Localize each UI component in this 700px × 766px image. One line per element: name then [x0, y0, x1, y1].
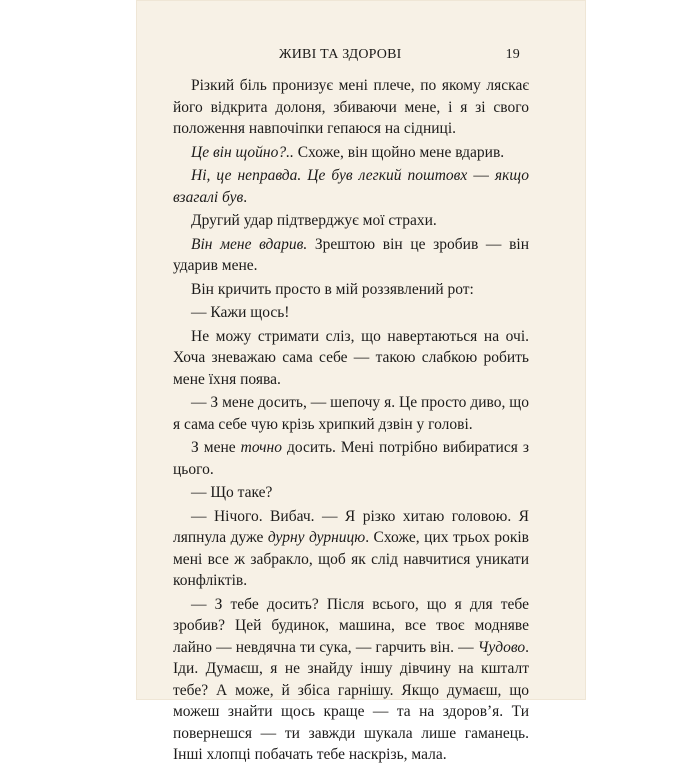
text-run: досить. Мені потрібно вибиратися з цього.: [173, 439, 529, 478]
text-run: Зрештою він це зробив — він ударив мене.: [173, 235, 529, 274]
text-run: Він кричить просто в мій роззявлений рот:: [191, 280, 474, 298]
italic-text-run: Він мене вдарив.: [191, 235, 308, 253]
text-run: З мене: [191, 439, 241, 456]
paragraph: [173, 234, 529, 277]
italic-text-run: Це він щойно?..: [191, 143, 294, 161]
italic-text-run: точно: [240, 439, 283, 456]
text-run: Не можу стримати сліз, що навертаються на очі. Хоча зневажаю сама себе — такою слабкою робить мене їхня поява.: [173, 327, 529, 388]
page-number: 19: [505, 47, 520, 62]
paragraph: [173, 279, 529, 301]
paragraph: [173, 210, 529, 232]
paragraph: [173, 302, 529, 324]
text-run: — Нічого. Вибач. — Я різко хитаю головою. Я ляпнула дуже: [173, 507, 529, 546]
paragraph: [173, 482, 529, 504]
paragraph: [173, 142, 529, 164]
paragraph: [173, 75, 529, 140]
paragraph: [173, 506, 529, 592]
book-page: [136, 0, 586, 763]
text-run: Схоже, він щойно мене вдарив.: [293, 143, 505, 161]
text-run: Різкий біль пронизує мені плече, по якому ляскає його відкрита долоня, збиваючи мене, і я зі свого положення навпочіпки гепаюся на сідниці.: [173, 77, 529, 137]
paragraph: [173, 165, 529, 208]
text-run: . Схоже, цих трьох років мені все ж забракло, щоб як слід навчитися уникати конфліктів.: [173, 529, 529, 589]
paragraph: [173, 326, 529, 391]
text-run: — Що таке?: [191, 484, 273, 501]
text-run: — З мене досить, — шепочу я. Це просто диво, що я сама себе чую крізь хрипкий дзвін у голові.: [173, 394, 529, 433]
italic-text-run: Ні, це неправда. Це був легкий поштовх: [191, 167, 468, 184]
body-text: [173, 75, 529, 766]
text-run: — Кажи щось!: [191, 304, 290, 321]
running-title: ЖИВІ ТА ЗДОРОВІ: [279, 47, 402, 62]
italic-text-run: якщо взагалі був: [173, 167, 529, 206]
paragraph: [173, 594, 529, 766]
italic-text-run: Чудово: [477, 638, 526, 656]
italic-text-run: дурну дурницю: [267, 529, 366, 546]
paragraph: [173, 437, 529, 480]
text-run: Другий удар підтверджує мої страхи.: [191, 212, 437, 229]
text-run: . Іди. Думаєш, я не знайду іншу дівчину на кшталт тебе? А може, й збіса гарнішу. Якщо думаєш, що можеш знайти щось краще — та на здоров’я. Ти повернешся — ти завжди шукала лише гаманець. Інші хлопці побачать тебе наскрізь, мала.: [173, 638, 529, 763]
text-run: .: [243, 188, 248, 206]
running-head: [136, 47, 586, 65]
text-run: —: [467, 167, 495, 184]
paragraph: [173, 392, 529, 435]
text-run: — З тебе досить? Після всього, що я для тебе зробив? Цей будинок, машина, все твоє модняве лайно — невдячна ти сука, — гарчить він. —: [173, 595, 529, 656]
